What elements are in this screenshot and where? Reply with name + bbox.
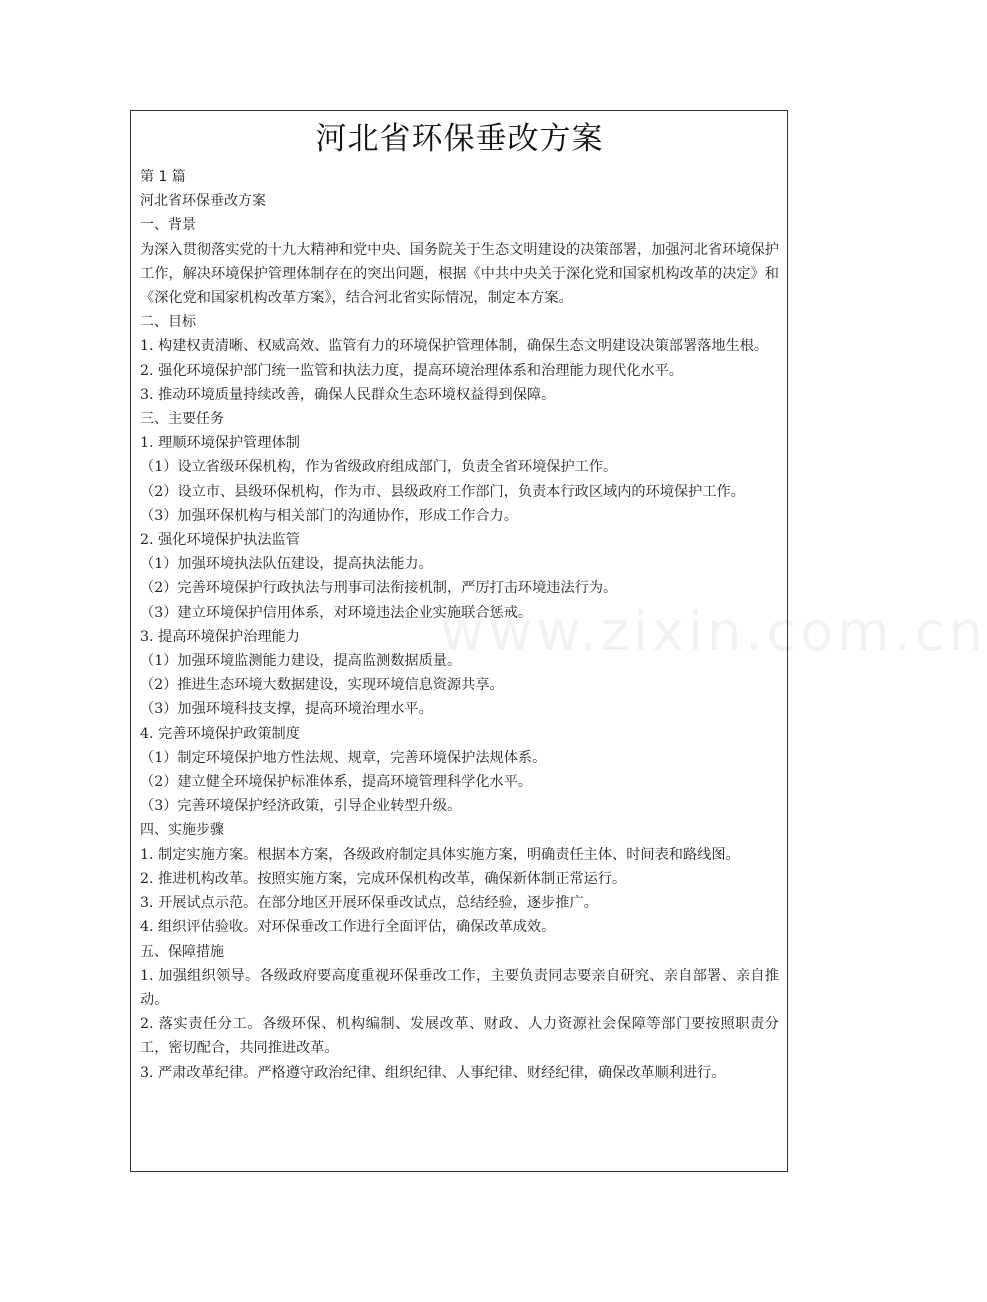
paragraph-line: 1. 制定实施方案。根据本方案，各级政府制定具体实施方案，明确责任主体、时间表和路线图。 [140, 846, 740, 863]
document-title: 河北省环保垂改方案 [315, 121, 604, 157]
section-line: 四、实施步骤 [140, 822, 224, 839]
paragraph-line: 1. 构建权责清晰、权威高效、监管有力的环境保护管理体制，确保生态文明建设决策部署落地生根。 [140, 338, 769, 355]
paragraph-line: 1. 理顺环境保护管理体制 [140, 435, 300, 452]
paragraph-line: （1）设立省级环保机构，作为省级政府组成部门，负责全省环境保护工作。 [140, 459, 618, 476]
paragraph-line: 2. 强化环境保护部门统一监管和执法力度，提高环境治理体系和治理能力现代化水平。 [140, 362, 683, 379]
paragraph-line: 2. 落实责任分工。各级环保、机构编制、发展改革、财政、人力资源社会保障等部门要按照职责分工，密切配合，共同推进改革。 [140, 1016, 779, 1057]
section-line: 一、背景 [140, 217, 196, 234]
paragraph-line: 2. 推进机构改革。按照实施方案，完成环保机构改革，确保新体制正常运行。 [140, 870, 627, 887]
paragraph-line: （1）制定环境保护地方性法规、规章，完善环境保护法规体系。 [140, 749, 547, 766]
paragraph-line: （3）加强环保机构与相关部门的沟通协作，形成工作合力。 [140, 507, 518, 524]
paragraph-line: 为深入贯彻落实党的十九大精神和党中央、国务院关于生态文明建设的决策部署，加强河北省环境保护工作，解决环境保护管理体制存在的突出问题，根据《中共中央关于深化党和国家机构改革的决定》和《深化党和国家机构改革方案》，结合河北省实际情况，制定本方案。 [140, 241, 779, 307]
watermark: www.zixin.com.cn [440, 600, 987, 663]
paragraph-line: （2）设立市、县级环保机构，作为市、县级政府工作部门，负责本行政区域内的环境保护工作。 [140, 483, 745, 500]
section-line: 第 1 篇 [140, 169, 186, 185]
paragraph-line: （2）推进生态环境大数据建设，实现环境信息资源共享。 [140, 677, 504, 694]
paragraph-line: 4. 完善环境保护政策制度 [140, 725, 300, 742]
document-frame [130, 110, 788, 1172]
paragraph-line: （3）建立环境保护信用体系，对环境违法企业实施联合惩戒。 [140, 604, 533, 621]
paragraph-line: （1）加强环境监测能力建设，提高监测数据质量。 [140, 653, 462, 670]
section-line: 五、保障措施 [140, 943, 224, 960]
paragraph-line: （2）建立健全环境保护标准体系，提高环境管理科学化水平。 [140, 774, 533, 791]
paragraph-line: （1）加强环境执法队伍建设，提高执法能力。 [140, 556, 433, 573]
paragraph-line: （2）完善环境保护行政执法与刑事司法衔接机制，严厉打击环境违法行为。 [140, 580, 618, 597]
section-line: 河北省环保垂改方案 [140, 193, 266, 210]
paragraph-line: 3. 提高环境保护治理能力 [140, 628, 300, 645]
paragraph-line: 3. 严肃改革纪律。严格遵守政治纪律、组织纪律、人事纪律、财经纪律，确保改革顺利进行。 [140, 1064, 726, 1081]
paragraph-line: （3）加强环境科技支撑，提高环境治理水平。 [140, 701, 433, 718]
document-body [140, 165, 779, 1085]
paragraph-line: 3. 开展试点示范。在部分地区开展环保垂改试点，总结经验，逐步推广。 [140, 895, 598, 912]
paragraph-line: 4. 组织评估验收。对环保垂改工作进行全面评估，确保改革成效。 [140, 919, 556, 936]
paragraph-line: 2. 强化环境保护执法监管 [140, 532, 300, 549]
section-line: 二、目标 [140, 314, 196, 331]
paragraph-line: 3. 推动环境质量持续改善，确保人民群众生态环境权益得到保障。 [140, 386, 556, 403]
section-line: 三、主要任务 [140, 411, 224, 428]
paragraph-line: 1. 加强组织领导。各级政府要高度重视环保垂改工作，主要负责同志要亲自研究、亲自部署、亲自推动。 [140, 967, 779, 1008]
paragraph-line: （3）完善环境保护经济政策，引导企业转型升级。 [140, 798, 462, 815]
